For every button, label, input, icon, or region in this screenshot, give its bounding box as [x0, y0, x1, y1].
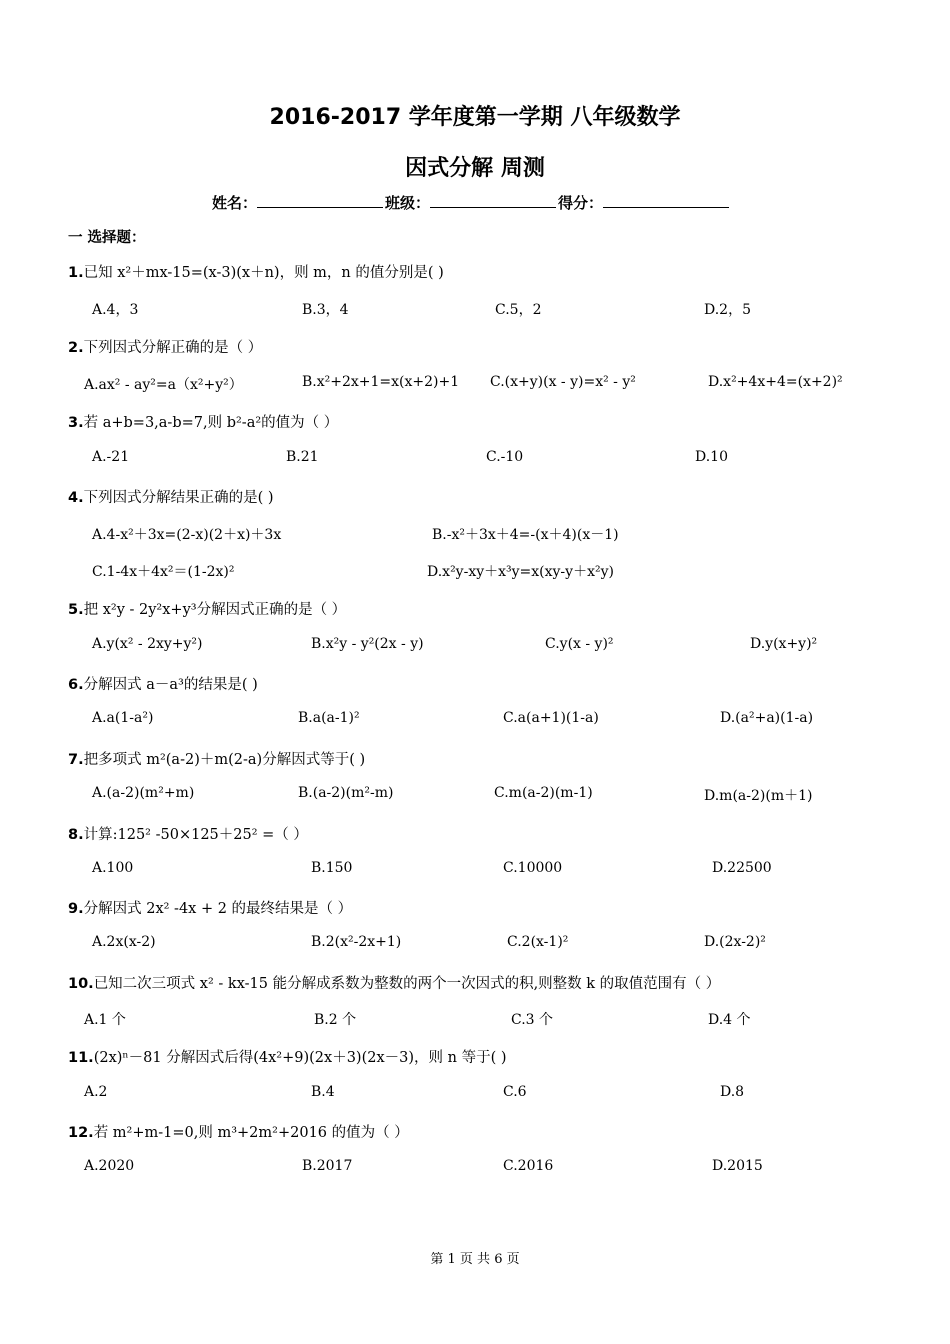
question-text: 若 a+b=3,a-b=7,则 b²-a²的值为（ ） — [83, 415, 339, 431]
option-b: B.-x²＋3x＋4=-(x＋4)(x－1) — [432, 527, 619, 543]
option-a: A.a(1-a²) — [92, 710, 154, 726]
question-4 — [68, 486, 274, 507]
option-b: B.2(x²-2x+1) — [311, 934, 402, 950]
option-a: A.ax² - ay²=a（x²+y²） — [84, 377, 243, 393]
question-text: (2x)ⁿ－81 分解因式后得(4x²+9)(2x＋3)(2x－3)，则 n 等于( ) — [93, 1050, 507, 1066]
option-d: D.2，5 — [704, 302, 751, 318]
question-number: 1. — [68, 265, 84, 281]
option-d: D.x²y-xy＋x³y=x(xy-y＋x²y) — [427, 564, 614, 580]
question-11 — [68, 1046, 507, 1067]
option-c: C.y(x - y)² — [545, 636, 614, 652]
option-a: A.4，3 — [92, 302, 139, 318]
option-c: C.2(x-1)² — [507, 934, 569, 950]
option-c: C.6 — [503, 1084, 527, 1100]
option-d: D.2015 — [712, 1158, 763, 1174]
question-10 — [68, 972, 720, 993]
question-9 — [68, 897, 352, 918]
class-label: 班级： — [385, 194, 431, 212]
student-info-line — [212, 192, 731, 213]
page-footer: 第 1 页 共 6 页 — [430, 1252, 520, 1267]
option-a: A.(a-2)(m²+m) — [92, 785, 195, 801]
option-b: B.(a-2)(m²-m) — [298, 785, 394, 801]
option-b: B.150 — [311, 860, 353, 876]
option-d: D.10 — [695, 449, 728, 465]
question-number: 10. — [68, 976, 94, 992]
option-c: C.1-4x＋4x²＝(1-2x)² — [92, 564, 235, 580]
question-text: 分解因式 a－a³的结果是( ) — [83, 677, 258, 693]
option-a: A.4-x²＋3x=(2-x)(2＋x)＋3x — [92, 527, 282, 543]
option-b: B.3，4 — [302, 302, 349, 318]
question-number: 11. — [68, 1050, 94, 1066]
option-c: C.2016 — [503, 1158, 554, 1174]
question-number: 7. — [68, 752, 84, 768]
question-3 — [68, 411, 338, 432]
question-text: 下列因式分解正确的是（ ） — [83, 340, 263, 356]
option-b: B.21 — [286, 449, 319, 465]
option-a: A.-21 — [92, 449, 130, 465]
question-number: 8. — [68, 827, 84, 843]
question-8 — [68, 823, 308, 844]
option-c: C.10000 — [503, 860, 563, 876]
page-title: 2016-2017 学年度第一学期 八年级数学 — [269, 105, 681, 130]
option-b: B.2017 — [302, 1158, 353, 1174]
question-1 — [68, 261, 444, 282]
question-number: 4. — [68, 490, 84, 506]
option-b: B.x²y - y²(2x - y) — [311, 636, 424, 652]
option-d: D.y(x+y)² — [750, 636, 818, 652]
option-b: B.x²+2x+1=x(x+2)+1 — [302, 374, 460, 390]
option-b: B.a(a-1)² — [298, 710, 360, 726]
question-number: 3. — [68, 415, 84, 431]
question-text: 已知 x²＋mx-15=(x-3)(x＋n)，则 m，n 的值分别是( ) — [83, 265, 444, 281]
question-text: 把多项式 m²(a-2)＋m(2-a)分解因式等于( ) — [83, 752, 366, 768]
option-d: D.22500 — [712, 860, 772, 876]
option-a: A.2 — [84, 1084, 108, 1100]
option-a: A.2x(x-2) — [92, 934, 156, 950]
name-label: 姓名： — [212, 194, 258, 212]
question-5 — [68, 598, 346, 619]
question-12 — [68, 1121, 409, 1142]
name-blank[interactable] — [257, 193, 383, 208]
option-d: D.m(a-2)(m＋1) — [704, 788, 813, 804]
class-blank[interactable] — [430, 193, 556, 208]
option-a: A.y(x² - 2xy+y²) — [92, 636, 203, 652]
question-2 — [68, 336, 262, 357]
question-text: 已知二次三项式 x² - kx-15 能分解成系数为整数的两个一次因式的积,则整数 k 的取值范围有（ ） — [93, 976, 721, 992]
question-number: 12. — [68, 1125, 94, 1141]
option-b: B.4 — [311, 1084, 335, 1100]
option-c: C.m(a-2)(m-1) — [494, 785, 593, 801]
question-text: 分解因式 2x² -4x + 2 的最终结果是（ ） — [83, 901, 353, 917]
option-c: C.(x+y)(x - y)=x² - y² — [490, 374, 636, 390]
question-6 — [68, 673, 258, 694]
option-a: A.100 — [92, 860, 134, 876]
option-d: D.(2x-2)² — [704, 934, 766, 950]
option-c: C.3 个 — [511, 1012, 554, 1028]
question-text: 把 x²y - 2y²x+y³分解因式正确的是（ ） — [83, 602, 347, 618]
question-number: 6. — [68, 677, 84, 693]
option-d: D.x²+4x+4=(x+2)² — [708, 374, 843, 390]
option-b: B.2 个 — [314, 1012, 357, 1028]
question-text: 若 m²+m-1=0,则 m³+2m²+2016 的值为（ ） — [93, 1125, 409, 1141]
question-7 — [68, 748, 365, 769]
option-c: C.a(a+1)(1-a) — [503, 710, 599, 726]
question-text: 下列因式分解结果正确的是( ) — [83, 490, 274, 506]
option-d: D.8 — [720, 1084, 745, 1100]
score-blank[interactable] — [603, 193, 729, 208]
option-d: D.(a²+a)(1-a) — [720, 710, 814, 726]
option-a: A.2020 — [84, 1158, 135, 1174]
option-c: C.5，2 — [495, 302, 542, 318]
option-c: C.-10 — [486, 449, 524, 465]
option-d: D.4 个 — [708, 1012, 751, 1028]
question-number: 2. — [68, 340, 84, 356]
question-number: 5. — [68, 602, 84, 618]
option-a: A.1 个 — [84, 1012, 126, 1028]
question-number: 9. — [68, 901, 84, 917]
score-label: 得分： — [558, 194, 604, 212]
page-subtitle: 因式分解 周测 — [405, 156, 545, 181]
section-heading: 一 选择题： — [68, 230, 146, 246]
question-text: 计算:125² -50×125＋25² =（ ） — [83, 827, 308, 843]
